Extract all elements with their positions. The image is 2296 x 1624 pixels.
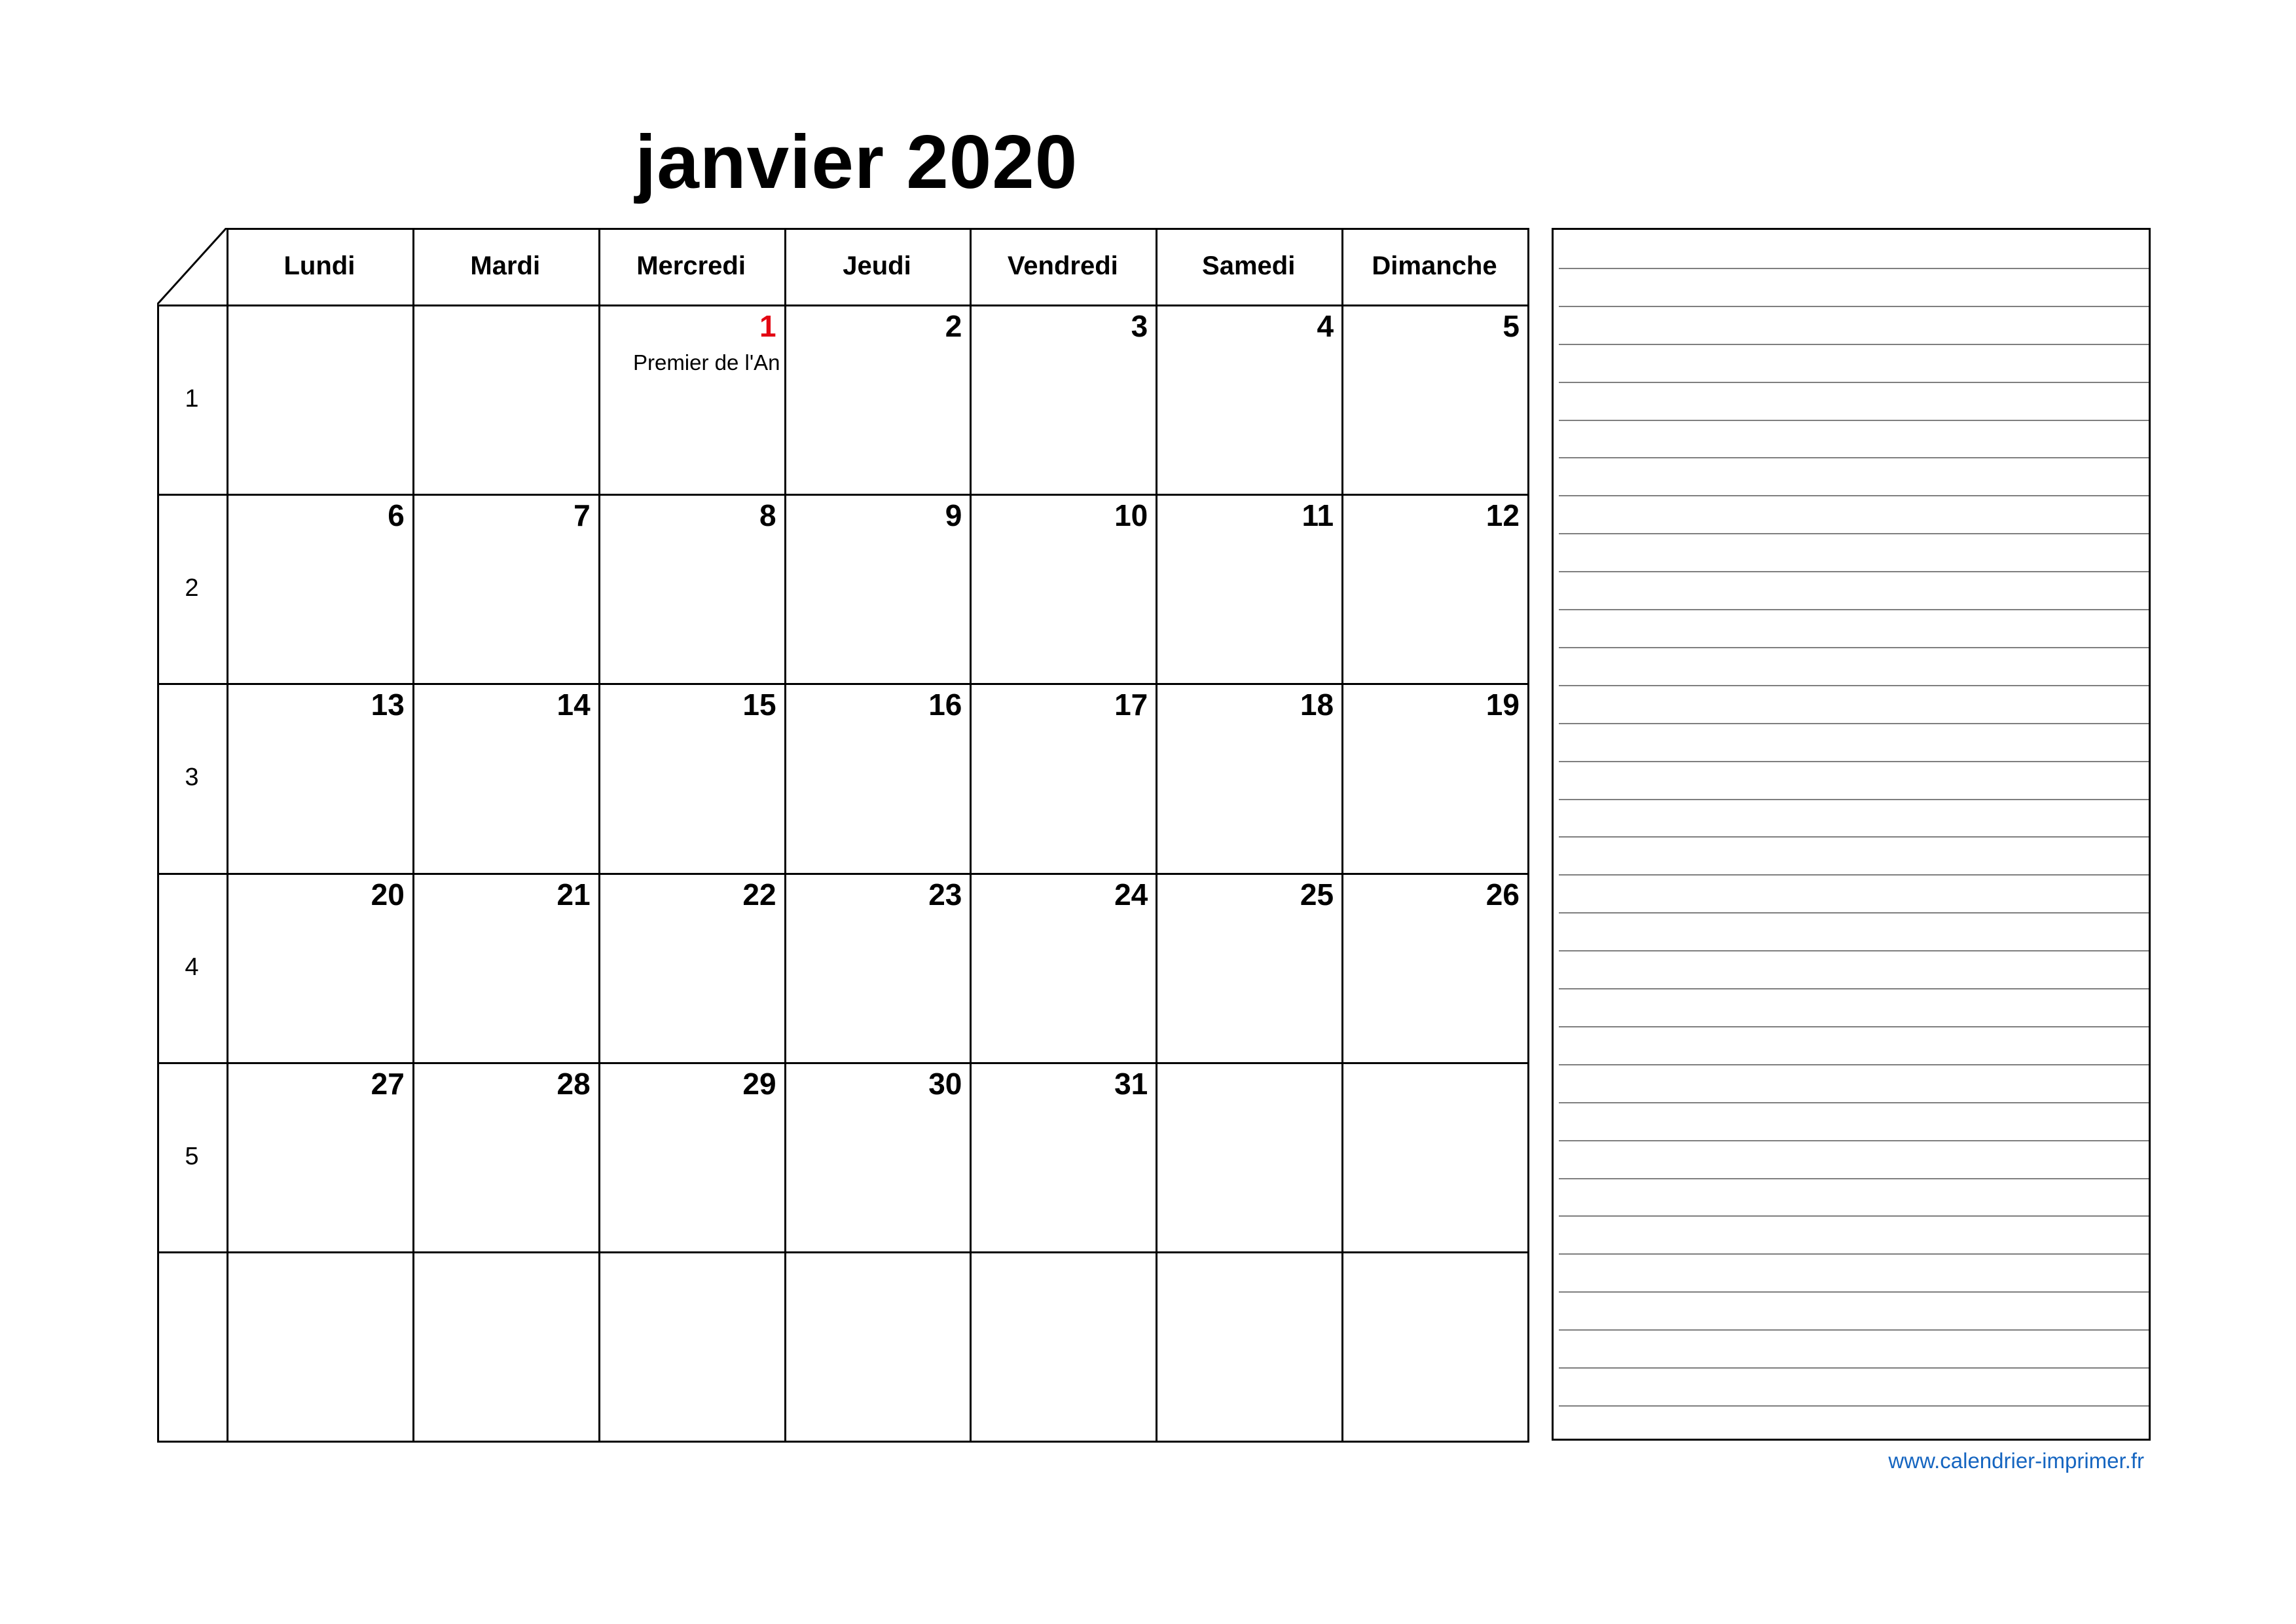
note-line — [1559, 1178, 2149, 1179]
day-number: 11 — [1302, 498, 1334, 533]
day-number: 25 — [1300, 877, 1334, 912]
grid-line-col — [784, 228, 786, 1443]
grid-line-row — [157, 304, 1527, 306]
grid-line-row — [157, 1251, 1527, 1253]
note-line — [1559, 1215, 2149, 1217]
note-line — [1559, 1064, 2149, 1065]
note-line — [1559, 761, 2149, 762]
note-line — [1559, 306, 2149, 307]
day-number: 29 — [742, 1066, 776, 1101]
note-line — [1559, 382, 2149, 383]
note-line — [1559, 647, 2149, 648]
weekday-header: Mardi — [470, 251, 541, 280]
grid-line-col — [598, 228, 600, 1443]
grid-line-col — [227, 228, 228, 1443]
grid-line-row — [157, 1441, 1527, 1443]
day-number: 28 — [556, 1066, 591, 1101]
grid-line-row — [157, 873, 1527, 875]
day-number: 4 — [1317, 309, 1334, 343]
day-number: 26 — [1485, 877, 1520, 912]
note-line — [1559, 950, 2149, 951]
day-number: 15 — [742, 688, 776, 722]
day-number: 1 — [759, 309, 776, 343]
note-line — [1559, 344, 2149, 345]
day-number: 22 — [742, 877, 776, 912]
note-line — [1559, 723, 2149, 724]
day-number: 7 — [574, 498, 591, 533]
note-line — [1559, 874, 2149, 876]
note-line — [1559, 799, 2149, 800]
grid-line-col — [1527, 228, 1529, 1443]
day-number: 8 — [759, 498, 776, 533]
note-line — [1559, 1367, 2149, 1369]
day-number: 6 — [388, 498, 405, 533]
weekday-header: Lundi — [283, 251, 355, 280]
day-number: 12 — [1485, 498, 1520, 533]
note-line — [1559, 912, 2149, 913]
grid-line-col — [412, 228, 414, 1443]
day-number: 16 — [928, 688, 962, 722]
grid-line-row — [157, 683, 1527, 685]
day-number: 13 — [371, 688, 405, 722]
day-number: 19 — [1485, 688, 1520, 722]
week-number — [157, 1251, 227, 1441]
note-line — [1559, 685, 2149, 686]
day-number: 2 — [945, 309, 962, 343]
grid-line-row — [157, 1062, 1527, 1064]
day-number: 9 — [945, 498, 962, 533]
day-number: 24 — [1114, 877, 1148, 912]
day-number: 18 — [1300, 688, 1334, 722]
day-number: 23 — [928, 877, 962, 912]
note-line — [1559, 1405, 2149, 1407]
week-number: 5 — [185, 1142, 199, 1170]
note-line — [1559, 1140, 2149, 1141]
website-link[interactable]: www.calendrier-imprimer.fr — [1888, 1449, 2144, 1473]
day-number: 17 — [1114, 688, 1148, 722]
week-number: 3 — [185, 764, 199, 792]
calendar-grid — [157, 228, 1521, 1441]
corner-diagonal — [157, 228, 227, 304]
day-number: 31 — [1114, 1066, 1148, 1101]
weekday-header: Dimanche — [1372, 251, 1497, 280]
note-line — [1559, 988, 2149, 989]
day-number: 5 — [1503, 309, 1520, 343]
note-line — [1559, 1329, 2149, 1331]
note-line — [1559, 495, 2149, 496]
grid-line-col — [1341, 228, 1343, 1443]
weekday-header: Samedi — [1202, 251, 1296, 280]
day-number: 14 — [556, 688, 591, 722]
grid-line-row — [157, 494, 1527, 496]
grid-line-col — [1156, 228, 1157, 1443]
weekday-header: Mercredi — [636, 251, 746, 280]
day-number: 30 — [928, 1066, 962, 1101]
day-number: 27 — [371, 1066, 405, 1101]
note-line — [1559, 268, 2149, 269]
note-line — [1559, 533, 2149, 534]
grid-line-col — [970, 228, 972, 1443]
week-number: 2 — [185, 574, 199, 602]
notes-panel — [1552, 228, 2151, 1441]
note-line — [1559, 1253, 2149, 1255]
note-line — [1559, 1026, 2149, 1027]
day-number: 20 — [371, 877, 405, 912]
day-number: 21 — [556, 877, 591, 912]
weekday-header: Jeudi — [843, 251, 911, 280]
note-line — [1559, 836, 2149, 838]
month-title: janvier 2020 — [635, 119, 1078, 204]
note-line — [1559, 457, 2149, 458]
day-number: 3 — [1131, 309, 1148, 343]
week-number: 4 — [185, 953, 199, 981]
weekday-header: Vendredi — [1007, 251, 1118, 280]
note-line — [1559, 420, 2149, 421]
note-line — [1559, 609, 2149, 610]
day-number: 10 — [1114, 498, 1148, 533]
note-line — [1559, 1291, 2149, 1293]
note-line — [1559, 1102, 2149, 1103]
note-line — [1559, 571, 2149, 572]
week-number: 1 — [185, 385, 199, 413]
holiday-label: Premier de l'An — [632, 350, 780, 375]
